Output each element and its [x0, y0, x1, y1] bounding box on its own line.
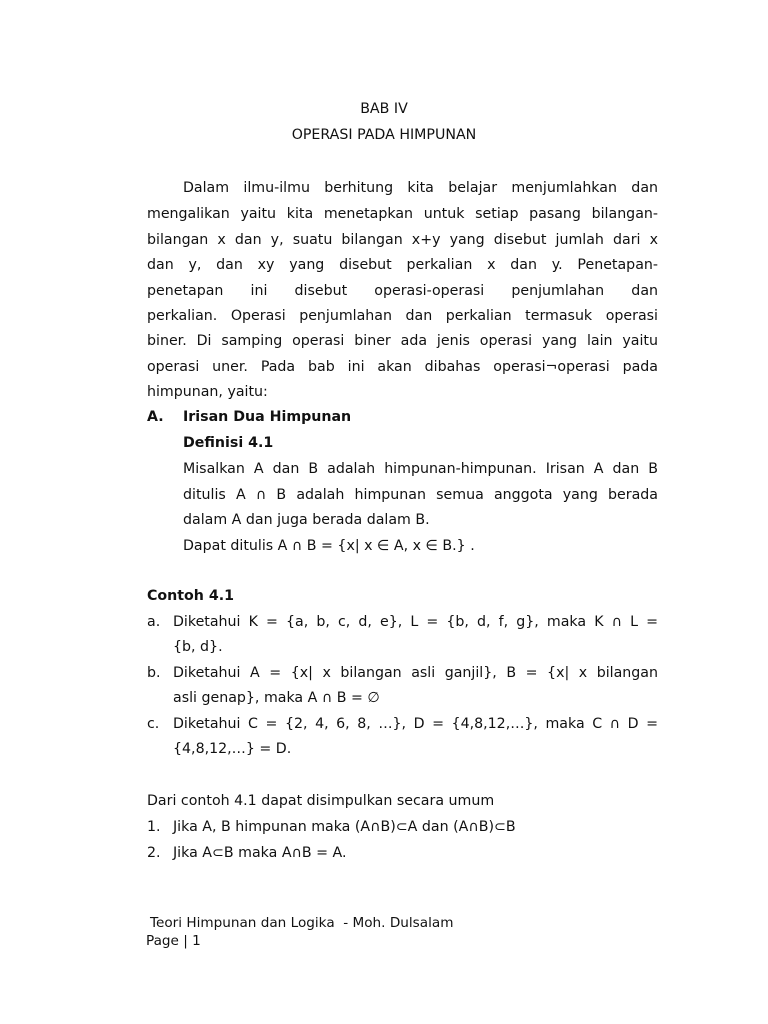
footer-credit: Teori Himpunan dan Logika - Moh. Dulsalam: [150, 915, 454, 931]
example-title: Contoh 4.1: [147, 588, 234, 604]
conclusion-marker: 1.: [147, 819, 161, 835]
example-line: {4,8,12,…} = D.: [173, 741, 292, 757]
intro-line: dan y, dan xy yang disebut perkalian x dan y. Penetapan-: [147, 257, 658, 273]
example-marker: c.: [147, 716, 160, 732]
example-line: Diketahui C = {2, 4, 6, 8, …}, D = {4,8,12,…}, maka C ∩ D =: [173, 716, 658, 732]
definition-title: Definisi 4.1: [183, 435, 274, 451]
chapter-title: OPERASI PADA HIMPUNAN: [291, 127, 477, 143]
intro-line: operasi uner. Pada bab ini akan dibahas operasi¬operasi pada: [147, 359, 658, 375]
intro-line: mengalikan yaitu kita menetapkan untuk setiap pasang bilangan-: [147, 206, 658, 222]
intro-line: penetapan ini disebut operasi-operasi penjumlahan dan: [147, 283, 658, 299]
example-marker: a.: [147, 614, 161, 630]
definition-formula: Dapat ditulis A ∩ B = {x| x ∈ A, x ∈ B.} .: [183, 538, 475, 554]
example-line: asli genap}, maka A ∩ B = ∅: [173, 690, 380, 706]
section-heading: Irisan Dua Himpunan: [183, 409, 352, 425]
intro-line: Dalam ilmu-ilmu berhitung kita belajar menjumlahkan dan: [183, 180, 658, 196]
example-line: Diketahui K = {a, b, c, d, e}, L = {b, d, f, g}, maka K ∩ L =: [173, 614, 658, 630]
example-line: Diketahui A = {x| x bilangan asli ganjil}, B = {x| x bilangan: [173, 665, 658, 681]
example-marker: b.: [147, 665, 161, 681]
page-number: Page | 1: [146, 933, 201, 949]
definition-line: dalam A dan juga berada dalam B.: [183, 512, 430, 528]
intro-line: bilangan x dan y, suatu bilangan x+y yang disebut jumlah dari x: [147, 232, 658, 248]
intro-line: biner. Di samping operasi biner ada jenis operasi yang lain yaitu: [147, 333, 658, 349]
intro-line: perkalian. Operasi penjumlahan dan perkalian termasuk operasi: [147, 308, 658, 324]
definition-line: ditulis A ∩ B adalah himpunan semua anggota yang berada: [183, 487, 658, 503]
intro-line: himpunan, yaitu:: [147, 384, 268, 400]
section-marker: A.: [147, 409, 164, 425]
definition-line: Misalkan A dan B adalah himpunan-himpunan. Irisan A dan B: [183, 461, 658, 477]
chapter-label: BAB IV: [360, 101, 408, 117]
conclusion-intro: Dari contoh 4.1 dapat disimpulkan secara umum: [147, 793, 495, 809]
conclusion-text: Jika A⊂B maka A∩B = A.: [173, 845, 347, 861]
example-line: {b, d}.: [173, 639, 223, 655]
conclusion-marker: 2.: [147, 845, 161, 861]
conclusion-text: Jika A, B himpunan maka (A∩B)⊂A dan (A∩B)⊂B: [173, 819, 516, 835]
